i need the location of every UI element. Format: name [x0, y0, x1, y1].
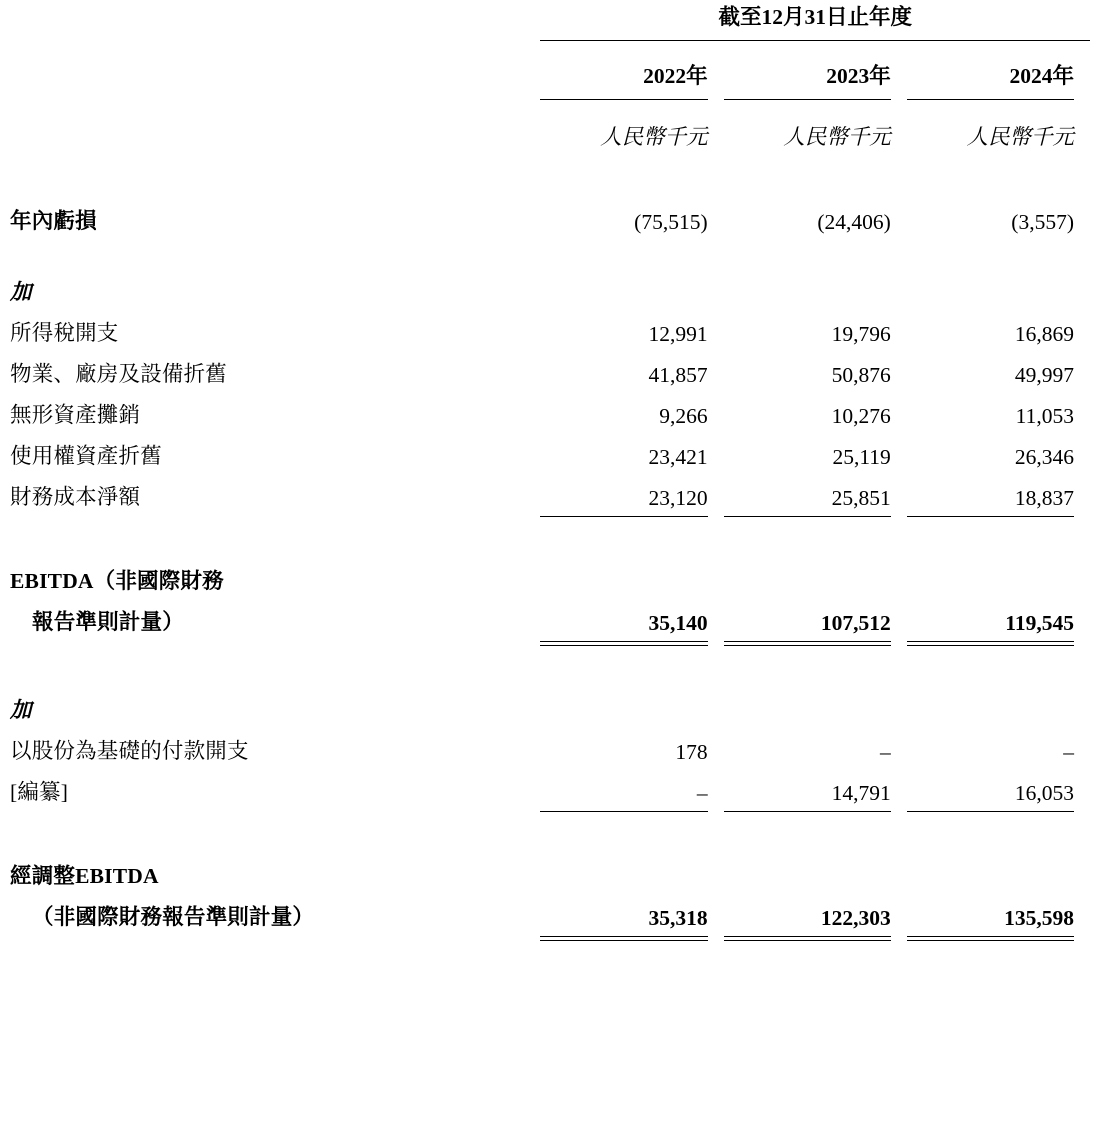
row-value-ppe-depreciation-2023: 50,876: [831, 363, 891, 387]
spacer-row: [10, 646, 1090, 688]
row-value-income-tax-2024: 16,869: [1014, 322, 1074, 346]
row-label-intangible-amortisation: 無形資產攤銷: [10, 403, 141, 427]
header-year-2023: [724, 49, 907, 108]
row-value-add-1-2023: [724, 270, 907, 311]
spacer-row: [10, 517, 1090, 559]
row-value-add-2-2023: [724, 688, 907, 729]
header-year-2024-label: 2024年: [907, 59, 1074, 100]
row-value-adjusted-ebitda-line1-2024: [907, 854, 1090, 895]
row-value-net-finance-costs-2023: 25,851: [831, 486, 891, 510]
row-label-add-2: 加: [10, 698, 32, 722]
row-label-net-finance-costs: 財務成本淨額: [10, 485, 141, 509]
header-period-label: 截至12月31日止年度: [540, 0, 1090, 41]
spacer-row: [10, 157, 1090, 199]
row-value-add-2-2022: [540, 688, 723, 729]
adjusted-ebitda-double-rule-2024: [907, 936, 1090, 941]
row-value-loss-2022: (75,515): [634, 210, 708, 234]
row-value-ebitda-line1-2023: [724, 559, 907, 600]
row-label-ppe-depreciation: 物業、廠房及設備折舊: [10, 362, 228, 386]
row-value-ebitda-2023: 107,512: [820, 611, 891, 635]
row-value-rou-depreciation-2024: 26,346: [1014, 445, 1074, 469]
row-value-share-based-payment-2024: –: [1063, 740, 1074, 764]
table-row: [10, 600, 1090, 641]
adjusted-ebitda-double-rule-2023: [724, 936, 907, 941]
row-label-redacted: [編纂]: [10, 780, 69, 804]
row-value-ppe-depreciation-2022: 41,857: [648, 363, 708, 387]
table-row: [10, 770, 1090, 811]
row-label-share-based-payment: 以股份為基礎的付款開支: [10, 739, 249, 763]
spacer-row: [10, 812, 1090, 854]
row-value-adjusted-ebitda-2022: 35,318: [648, 906, 708, 930]
row-label-loss: 年內虧損: [10, 209, 97, 233]
header-period: [540, 0, 1090, 49]
row-value-share-based-payment-2022: 178: [675, 740, 708, 764]
row-value-add-1-2022: [540, 270, 723, 311]
row-value-intangible-amortisation-2024: 11,053: [1015, 404, 1074, 428]
header-unit-2022: 人民幣千元: [600, 125, 708, 149]
row-value-loss-2024: (3,557): [1011, 210, 1074, 234]
row-value-add-2-2024: [907, 688, 1090, 729]
table-row: [10, 393, 1090, 434]
header-year-2023-label: 2023年: [724, 59, 891, 100]
row-value-ppe-depreciation-2024: 49,997: [1014, 363, 1074, 387]
header-year-2022: [540, 49, 723, 108]
row-value-ebitda-2022: 35,140: [648, 611, 708, 635]
row-label-adjusted-ebitda-line1: 經調整EBITDA: [10, 864, 159, 888]
row-value-adjusted-ebitda-2024: 135,598: [1004, 906, 1074, 930]
row-value-ebitda-line1-2022: [540, 559, 723, 600]
row-value-rou-depreciation-2022: 23,421: [648, 445, 708, 469]
header-year-2024: [907, 49, 1090, 108]
row-label-ebitda-line2: 報告準則計量）: [32, 610, 184, 634]
table-row: [10, 352, 1090, 393]
header-unit-2024: 人民幣千元: [966, 125, 1074, 149]
row-value-add-1-2024: [907, 270, 1090, 311]
row-value-rou-depreciation-2023: 25,119: [832, 445, 891, 469]
row-value-adjusted-ebitda-2023: 122,303: [820, 906, 891, 930]
financial-table: [10, 0, 1090, 941]
spacer-row: [10, 240, 1090, 270]
row-label-income-tax: 所得稅開支: [10, 321, 119, 345]
rule-row: [10, 936, 1090, 941]
table-row: [10, 270, 1090, 311]
row-value-share-based-payment-2023: –: [880, 740, 891, 764]
row-value-net-finance-costs-2024: 18,837: [1014, 486, 1074, 510]
table-row: [10, 559, 1090, 600]
row-value-ebitda-2024: 119,545: [1005, 611, 1074, 635]
header-unit-2023: 人民幣千元: [783, 125, 891, 149]
row-value-net-finance-costs-2022: 23,120: [648, 486, 708, 510]
table-row: [10, 854, 1090, 895]
table-row: [10, 475, 1090, 516]
table-row: [10, 688, 1090, 729]
row-value-redacted-2023: 14,791: [831, 781, 891, 805]
header-units-spacer: [10, 108, 540, 157]
row-value-intangible-amortisation-2022: 9,266: [659, 404, 708, 428]
table-header-period-row: [10, 0, 1090, 49]
table-header-years-row: [10, 49, 1090, 108]
row-value-ebitda-line1-2024: [907, 559, 1090, 600]
table-row: [10, 434, 1090, 475]
table-header-units-row: [10, 108, 1090, 157]
row-label-rou-depreciation: 使用權資產折舊: [10, 444, 162, 468]
row-value-income-tax-2023: 19,796: [831, 322, 891, 346]
row-value-income-tax-2022: 12,991: [648, 322, 708, 346]
row-label-add-1: 加: [10, 280, 32, 304]
row-value-adjusted-ebitda-line1-2022: [540, 854, 723, 895]
header-years-spacer: [10, 49, 540, 108]
row-value-adjusted-ebitda-line1-2023: [724, 854, 907, 895]
adjusted-ebitda-double-rule-2022: [540, 936, 723, 941]
table-row: [10, 895, 1090, 936]
table-row: [10, 311, 1090, 352]
row-label-ebitda-line1: EBITDA（非國際財務: [10, 569, 224, 593]
row-value-redacted-2024: 16,053: [1014, 781, 1074, 805]
header-spacer: [10, 0, 540, 49]
row-value-intangible-amortisation-2023: 10,276: [831, 404, 891, 428]
table-row: [10, 729, 1090, 770]
table-row: [10, 199, 1090, 240]
row-value-loss-2023: (24,406): [817, 210, 891, 234]
row-value-redacted-2022: –: [696, 781, 708, 805]
header-year-2022-label: 2022年: [540, 59, 707, 100]
row-label-adjusted-ebitda-line2: （非國際財務報告準則計量）: [32, 905, 315, 929]
